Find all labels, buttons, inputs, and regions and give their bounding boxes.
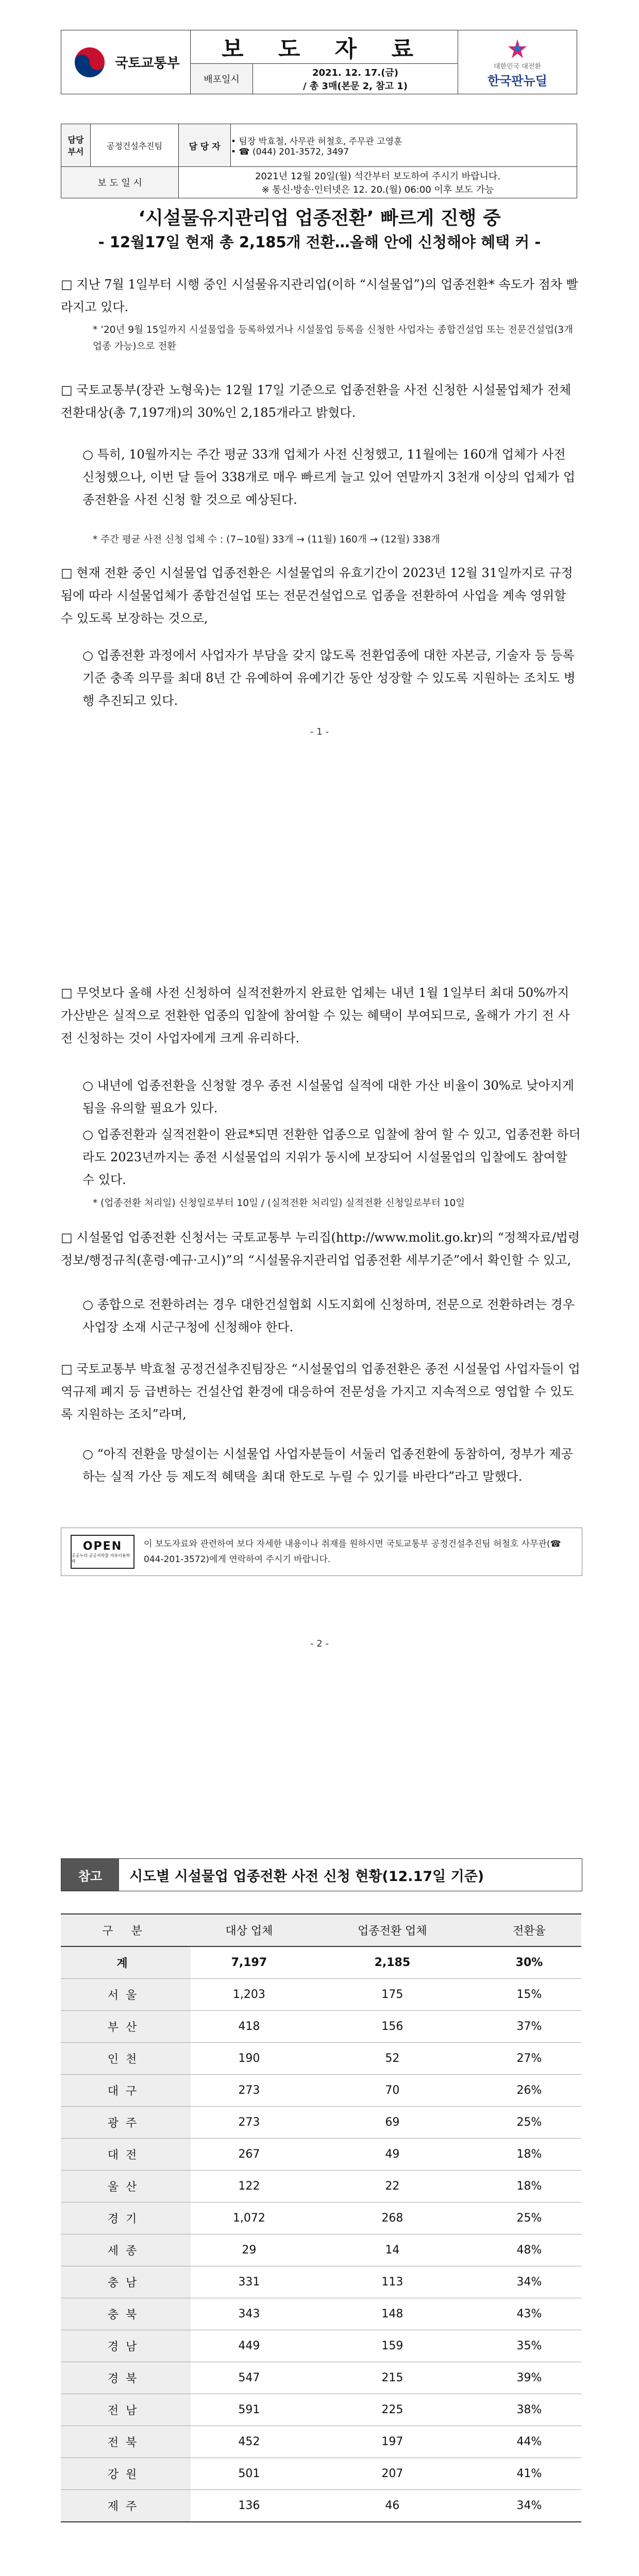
pages-info: / 총 3매(본문 2, 참고 1) xyxy=(302,81,408,92)
paragraph-5: □ 시설물업 업종전환 신청서는 국토교통부 누리집(http://www.molit.go.kr)의 “정책자료/법령정보/행정규칙(훈령·예규·고시)”의 “시설물유지관리업 업종전환 세부기준”에서 확인할 수 있고, xyxy=(61,1230,580,1267)
note-2: * 주간 평균 사전 신청 업체 수 : (7~10월) 33개 → (11월) 160개 → (12월) 338개 xyxy=(93,534,440,545)
table-row xyxy=(61,2107,581,2139)
contact-phone: • ☎ (044) 201-3572, 3497 xyxy=(231,146,349,157)
paragraph-2-sub: ○ 특히, 10월까지는 주간 평균 33개 업체가 사전 신청했고, 11월에는 160개 업체가 사전 신청했으나, 이번 달 들어 338개로 매우 빠르게 늘고 있어 연말까지 3천개 이상의 업체가 업종전환을 사전 신청 할 것으로 예상된다. xyxy=(82,447,576,507)
table-cell: 18% xyxy=(477,2139,581,2171)
table-cell: 268 xyxy=(308,2202,477,2234)
table-row xyxy=(61,1979,581,2011)
table-cell: 225 xyxy=(308,2394,477,2426)
table-cell: 43% xyxy=(477,2298,581,2330)
table-row xyxy=(61,2458,581,2490)
region-cell: 인천 xyxy=(61,2043,191,2075)
table-row xyxy=(61,2298,581,2330)
new-deal-logo-icon xyxy=(502,36,533,61)
table-cell: 215 xyxy=(308,2362,477,2394)
contact-people: • 팀장 박효철, 사무관 허철호, 주무관 고영훈 xyxy=(231,136,402,147)
table-cell: 22 xyxy=(308,2171,477,2202)
page-number-1: - 1 - xyxy=(310,726,329,737)
ministry-emblem-icon xyxy=(72,44,108,80)
table-cell: 267 xyxy=(191,2139,308,2171)
doc-type-title: 보 도 자 료 xyxy=(191,30,458,64)
table-cell: 69 xyxy=(308,2107,477,2139)
region-cell: 울산 xyxy=(61,2171,191,2202)
slogan-small-text: 대한민국 대전환 xyxy=(493,62,542,71)
table-cell: 1,203 xyxy=(191,1979,308,2011)
table-cell: 159 xyxy=(308,2330,477,2362)
table-cell: 30% xyxy=(477,1946,581,1979)
region-cell: 부산 xyxy=(61,2011,191,2043)
table-cell: 156 xyxy=(308,2011,477,2043)
note-1: * ’20년 9월 15일까지 시설물업을 등록하였거나 시설물업 등록을 신청한 사업자는 종합건설업 또는 전문건설업(3개 업종 가능)으로 전환 xyxy=(93,325,573,352)
table-cell: 343 xyxy=(191,2298,308,2330)
page-number-2: - 2 - xyxy=(310,1638,329,1649)
ministry-name: 국토교통부 xyxy=(115,56,180,71)
table-cell: 18% xyxy=(477,2171,581,2202)
region-cell: 경남 xyxy=(61,2330,191,2362)
table-cell: 70 xyxy=(308,2075,477,2107)
slogan-big-text: 한국판뉴딜 xyxy=(487,73,547,88)
dept-value: 공정건설추진팀 xyxy=(91,124,179,167)
regional-stats-table xyxy=(61,1913,581,2522)
open-license-box xyxy=(61,1528,582,1576)
column-header: 대상 업체 xyxy=(191,1914,308,1946)
table-row xyxy=(61,2362,581,2394)
paragraph-2: □ 국토교통부(장관 노형욱)는 12월 17일 기준으로 업종전환을 사전 신청한 시설물업체가 전체 전환대상(총 7,197개)의 30%인 2,185개라고 밝혔다. xyxy=(61,383,571,420)
ministry-logo-cell xyxy=(61,30,191,94)
column-header: 전환율 xyxy=(477,1914,581,1946)
headline-subtitle: - 12월17일 현재 총 2,185개 전환…올해 안에 신청해야 혜택 커 - xyxy=(98,233,541,251)
paragraph-3-sub: ○ 업종전환 과정에서 사업자가 부담을 갖지 않도록 전환업종에 대한 자본금, 기술자 등 등록기준 충족 의무를 최대 8년 간 유예하여 유예기간 동안 성장할 수 있도록 지원하는 조치도 병행 추진되고 있다. xyxy=(82,648,576,708)
region-cell: 경북 xyxy=(61,2362,191,2394)
table-row xyxy=(61,2202,581,2234)
table-row xyxy=(61,2426,581,2458)
open-license-logo xyxy=(71,1535,134,1569)
reference-tag: 참고 xyxy=(61,1859,119,1891)
headline-title: ‘시설물유지관리업 업종전환’ 빠르게 진행 중 xyxy=(138,208,501,229)
embargo-text-2: ※ 통신·방송·인터넷은 12. 20.(월) 06:00 이후 보도 가능 xyxy=(261,184,494,195)
paragraph-4-sub-2: ○ 업종전환과 실적전환이 완료*되면 전환한 업종으로 입찰에 참여 할 수 있고, 업종전환 하더라도 2023년까지는 종전 시설물업의 지위가 동시에 보장되어 시설물업의 입찰에도 참여할 수 있다. xyxy=(82,1127,581,1187)
table-cell: 273 xyxy=(191,2107,308,2139)
embargo-label: 보 도 일 시 xyxy=(61,167,179,198)
table-row xyxy=(61,2266,581,2298)
table-cell: 501 xyxy=(191,2458,308,2490)
reference-title: 시도별 시설물업 업종전환 사전 신청 현황(12.17일 기준) xyxy=(129,1868,484,1885)
table-cell: 41% xyxy=(477,2458,581,2490)
distribution-label: 배포일시 xyxy=(191,64,253,94)
paragraph-6: □ 국토교통부 박효철 공정건설추진팀장은 “시설물업의 업종전환은 종전 시설물업 사업자들이 업역규제 폐지 등 급변하는 건설산업 환경에 대응하여 전문성을 가지고 지속적으로 영업할 수 있도록 지원하는 조치”라며, xyxy=(61,1362,580,1421)
table-row xyxy=(61,2011,581,2043)
region-cell: 계 xyxy=(61,1946,191,1979)
paragraph-4-sub-1: ○ 내년에 업종전환을 신청할 경우 종전 시설물업 실적에 대한 가산 비율이 30%로 낮아지게 됨을 유의할 필요가 있다. xyxy=(82,1078,575,1115)
table-cell: 197 xyxy=(308,2426,477,2458)
table-cell: 113 xyxy=(308,2266,477,2298)
open-license-text: 이 보도자료와 관련하여 보다 자세한 내용이나 취재를 원하시면 국토교통부 공정건설추진팀 허철호 사무관(☎ 044-201-3572)에게 연락하여 주시기 바랍니다. xyxy=(144,1539,561,1565)
distribution-date: 2021. 12. 17.(금) xyxy=(312,67,399,78)
reference-heading xyxy=(61,1858,582,1891)
contact-label: 담 당 자 xyxy=(179,124,231,167)
table-cell: 331 xyxy=(191,2266,308,2298)
table-cell: 35% xyxy=(477,2330,581,2362)
table-cell: 49 xyxy=(308,2139,477,2171)
table-cell: 44% xyxy=(477,2426,581,2458)
open-logo-subtext: 공공누리 공공저작물 자유이용허락 xyxy=(72,1553,130,1564)
region-cell: 광주 xyxy=(61,2107,191,2139)
region-cell: 전남 xyxy=(61,2394,191,2426)
table-cell: 136 xyxy=(191,2490,308,2522)
table-cell: 1,072 xyxy=(191,2202,308,2234)
table-cell: 38% xyxy=(477,2394,581,2426)
table-cell: 34% xyxy=(477,2266,581,2298)
table-cell: 27% xyxy=(477,2043,581,2075)
table-cell: 52 xyxy=(308,2043,477,2075)
table-cell: 39% xyxy=(477,2362,581,2394)
table-cell: 547 xyxy=(191,2362,308,2394)
contact-table xyxy=(61,124,577,198)
table-cell: 46 xyxy=(308,2490,477,2522)
table-cell: 15% xyxy=(477,1979,581,2011)
table-cell: 34% xyxy=(477,2490,581,2522)
table-cell: 25% xyxy=(477,2202,581,2234)
table-cell: 175 xyxy=(308,1979,477,2011)
table-row xyxy=(61,2139,581,2171)
paragraph-3: □ 현재 전환 중인 시설물업 업종전환은 시설물업의 유효기간이 2023년 12월 31일까지로 규정됨에 따라 시설물업체가 종합건설업 또는 전문건설업으로 업종을 전환하여 사업을 계속 영위할 수 있도록 보장하는 것으로, xyxy=(61,566,573,625)
table-cell: 14 xyxy=(308,2234,477,2266)
table-row xyxy=(61,2234,581,2266)
table-cell: 7,197 xyxy=(191,1946,308,1979)
region-cell: 제주 xyxy=(61,2490,191,2522)
region-cell: 세종 xyxy=(61,2234,191,2266)
paragraph-6-sub: ○ “아직 전환을 망설이는 시설물업 사업자분들이 서둘러 업종전환에 동참하여, 정부가 제공하는 실적 가산 등 제도적 혜택을 최대 한도로 누릴 수 있기를 바란다”라고 말했다. xyxy=(82,1447,573,1484)
paragraph-4: □ 무엇보다 올해 사전 신청하여 실적전환까지 완료한 업체는 내년 1월 1일부터 최대 50%까지 가산받은 실적으로 전환한 업종의 입찰에 참여할 수 있는 혜택이 부여되므로, 올해가 가기 전 사전 신청하는 것이 사업자에게 크게 유리하다. xyxy=(61,986,570,1045)
table-cell: 449 xyxy=(191,2330,308,2362)
table-cell: 190 xyxy=(191,2043,308,2075)
paragraph-5-sub: ○ 종합으로 전환하려는 경우 대한건설협회 시도지회에 신청하며, 전문으로 전환하려는 경우 사업장 소재 시군구청에 신청해야 한다. xyxy=(82,1297,575,1334)
table-row xyxy=(61,2043,581,2075)
press-release-header xyxy=(61,30,577,94)
table-cell: 148 xyxy=(308,2298,477,2330)
slogan-logo-cell xyxy=(458,30,577,94)
table-header-row xyxy=(61,1914,581,1946)
column-header: 업종전환 업체 xyxy=(308,1914,477,1946)
table-cell: 591 xyxy=(191,2394,308,2426)
table-row xyxy=(61,2171,581,2202)
table-cell: 26% xyxy=(477,2075,581,2107)
table-cell: 207 xyxy=(308,2458,477,2490)
region-cell: 강원 xyxy=(61,2458,191,2490)
table-cell: 2,185 xyxy=(308,1946,477,1979)
dept-label: 담당 부서 xyxy=(61,124,91,167)
column-header: 구 분 xyxy=(61,1914,191,1946)
region-cell: 대구 xyxy=(61,2075,191,2107)
table-cell: 25% xyxy=(477,2107,581,2139)
region-cell: 경기 xyxy=(61,2202,191,2234)
region-cell: 대전 xyxy=(61,2139,191,2171)
region-cell: 서울 xyxy=(61,1979,191,2011)
table-cell: 418 xyxy=(191,2011,308,2043)
table-cell: 452 xyxy=(191,2426,308,2458)
embargo-text-1: 2021년 12월 20일(월) 석간부터 보도하여 주시기 바랍니다. xyxy=(255,171,501,182)
region-cell: 충북 xyxy=(61,2298,191,2330)
region-cell: 전북 xyxy=(61,2426,191,2458)
paragraph-1: □ 지난 7월 1일부터 시행 중인 시설물유지관리업(이하 “시설물업”)의 업종전환* 속도가 점차 빨라지고 있다. xyxy=(61,277,578,314)
table-row xyxy=(61,2490,581,2522)
open-logo-text: OPEN xyxy=(82,1539,123,1553)
region-cell: 충남 xyxy=(61,2266,191,2298)
table-row xyxy=(61,2075,581,2107)
table-cell: 48% xyxy=(477,2234,581,2266)
table-cell: 37% xyxy=(477,2011,581,2043)
table-cell: 122 xyxy=(191,2171,308,2202)
table-cell: 29 xyxy=(191,2234,308,2266)
table-row xyxy=(61,2394,581,2426)
table-row xyxy=(61,2330,581,2362)
table-total-row xyxy=(61,1946,581,1979)
note-3: * (업종전환 처리일) 신청일로부터 10일 / (실적전환 처리일) 실적전환 신청일로부터 10일 xyxy=(93,1198,465,1209)
table-cell: 273 xyxy=(191,2075,308,2107)
